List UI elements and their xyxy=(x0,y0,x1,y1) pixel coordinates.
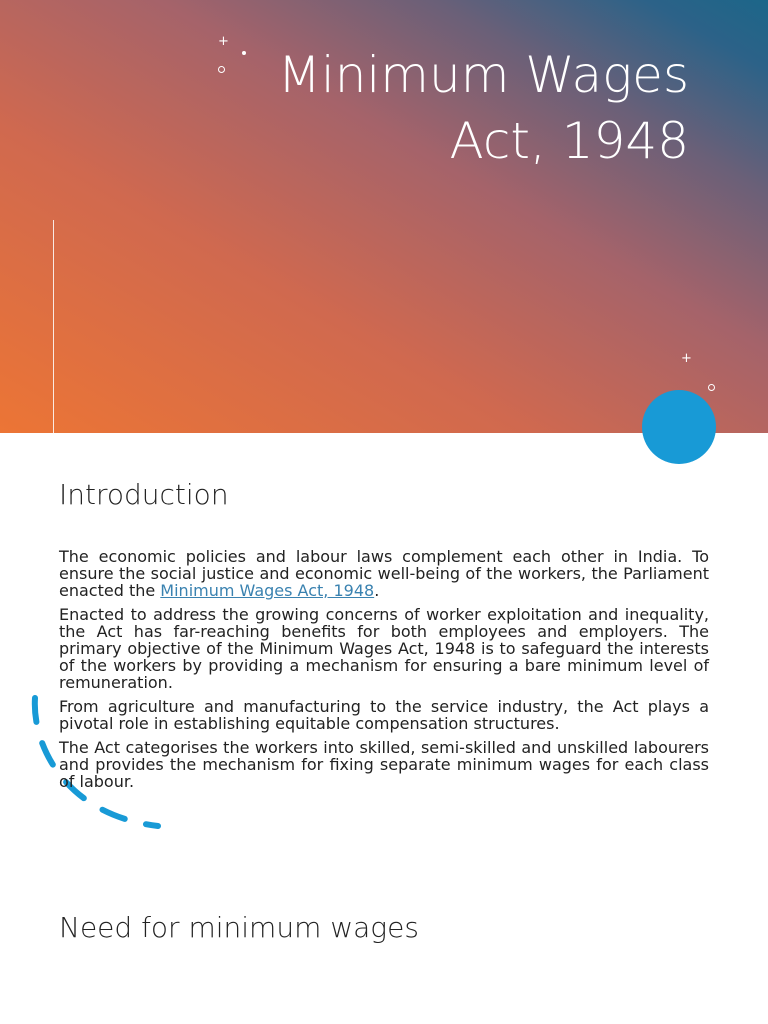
paragraph-end: . xyxy=(374,581,380,600)
accent-circle-decoration xyxy=(642,390,716,464)
paragraph xyxy=(59,548,709,599)
title-slide-banner xyxy=(0,0,768,433)
plus-decoration-icon: + xyxy=(218,34,229,49)
paragraph-text: The economic policies and labour laws complement each other in India. To ensure the social justice and economic well-being of the workers, the Parliament enacted the xyxy=(59,547,709,600)
title-line-2: Act, 1948 xyxy=(449,112,689,170)
minimum-wages-act-link[interactable]: Minimum Wages Act, 1948 xyxy=(160,581,375,600)
ring-decoration-icon xyxy=(708,384,715,391)
introduction-body xyxy=(59,548,709,797)
paragraph: The Act categorises the workers into skilled, semi-skilled and unskilled labourers and provides the mechanism for fixing separate minimum wages for each class of labour. xyxy=(59,738,709,791)
vertical-divider-line xyxy=(53,220,54,433)
title-line-1: Minimum Wages xyxy=(277,46,689,104)
plus-decoration-icon: + xyxy=(681,351,692,366)
paragraph: Enacted to address the growing concerns of worker exploitation and inequality, the Act has far-reaching benefits for both employees and employers. The primary objective of the Minimum Wages Act, 1948 is to safeguard the interests of the workers by providing a mechanism for ensuring a bare minimum level of remuneration. xyxy=(59,605,709,692)
paragraph: From agriculture and manufacturing to the service industry, the Act plays a pivotal role in establishing equitable compensation structures. xyxy=(59,697,709,733)
introduction-heading: Introduction xyxy=(59,478,229,511)
need-for-minimum-wages-heading: Need for minimum wages xyxy=(59,911,419,944)
document-title xyxy=(169,42,689,174)
